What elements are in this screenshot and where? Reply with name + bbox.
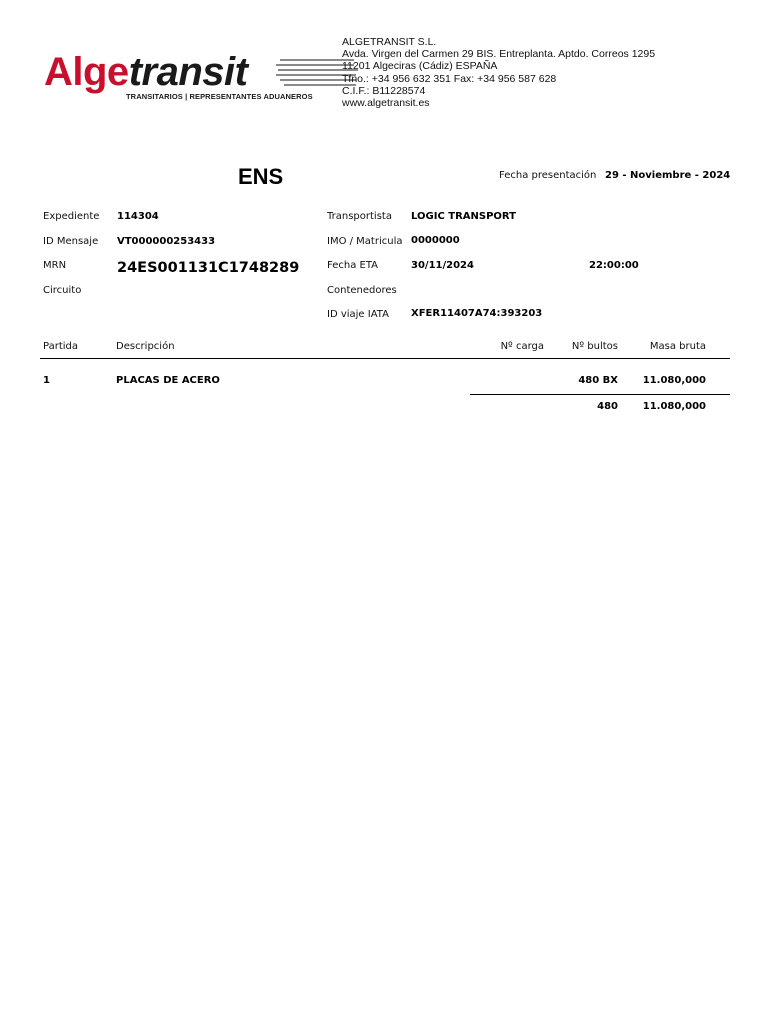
presentation-date-value: 29 - Noviembre - 2024 bbox=[605, 170, 731, 181]
row-masa: 11.080,000 bbox=[642, 375, 706, 386]
imo-value: 0000000 bbox=[411, 235, 460, 246]
expediente-value: 114304 bbox=[117, 211, 159, 222]
col-header-carga: Nº carga bbox=[500, 341, 544, 352]
company-address: Avda. Virgen del Carmen 29 BIS. Entreplanta. Aptdo. Correos 1295 bbox=[342, 48, 656, 61]
id-viaje-value: XFER11407A74:393203 bbox=[411, 308, 543, 319]
id-viaje-label: ID viaje IATA bbox=[327, 309, 389, 320]
company-cif: C.I.F.: B11228574 bbox=[342, 84, 426, 97]
company-info bbox=[342, 36, 655, 109]
contenedores-label: Contenedores bbox=[327, 285, 397, 296]
company-web[interactable]: www.algetransit.es bbox=[342, 97, 430, 110]
col-header-masa: Masa bruta bbox=[649, 341, 706, 352]
document-title: ENS bbox=[238, 164, 284, 189]
mrn-label: MRN bbox=[43, 260, 67, 271]
transportista-value: LOGIC TRANSPORT bbox=[411, 211, 516, 222]
id-mensaje-label: ID Mensaje bbox=[43, 236, 99, 247]
company-city: 11201 Algeciras (Cádiz) ESPAÑA bbox=[342, 60, 498, 73]
col-header-descripcion: Descripción bbox=[116, 341, 175, 352]
transportista-label: Transportista bbox=[327, 211, 392, 222]
company-phones: Tfno.: +34 956 632 351 Fax: +34 956 587 628 bbox=[342, 72, 557, 85]
row-descripcion: PLACAS DE ACERO bbox=[116, 375, 220, 386]
col-header-bultos: Nº bultos bbox=[571, 341, 618, 352]
logo-wordmark bbox=[44, 50, 247, 94]
company-logo bbox=[44, 50, 334, 110]
total-bultos: 480 bbox=[597, 401, 618, 412]
company-name: ALGETRANSIT S.L. bbox=[342, 36, 437, 48]
total-masa: 11.080,000 bbox=[642, 401, 706, 412]
logo-word-red: Alge bbox=[44, 50, 129, 94]
logo-tagline: TRANSITARIOS | REPRESENTANTES ADUANEROS bbox=[126, 92, 313, 101]
fecha-eta-value: 30/11/2024 bbox=[411, 260, 474, 271]
id-mensaje-value: VT000000253433 bbox=[117, 236, 216, 247]
col-header-partida: Partida bbox=[43, 341, 78, 352]
totals-divider bbox=[470, 394, 730, 395]
logo-word-dark: transit bbox=[128, 50, 248, 94]
expediente-label: Expediente bbox=[43, 211, 100, 222]
mrn-value: 24ES001131C1748289 bbox=[117, 260, 300, 276]
row-partida: 1 bbox=[43, 375, 50, 386]
table-header-divider bbox=[40, 358, 730, 359]
circuito-label: Circuito bbox=[43, 285, 82, 296]
row-bultos: 480 BX bbox=[578, 375, 618, 386]
hora-eta-value: 22:00:00 bbox=[589, 260, 639, 271]
fecha-eta-label: Fecha ETA bbox=[327, 260, 378, 271]
presentation-date-label: Fecha presentación bbox=[499, 170, 597, 181]
imo-label: IMO / Matricula bbox=[327, 236, 403, 247]
